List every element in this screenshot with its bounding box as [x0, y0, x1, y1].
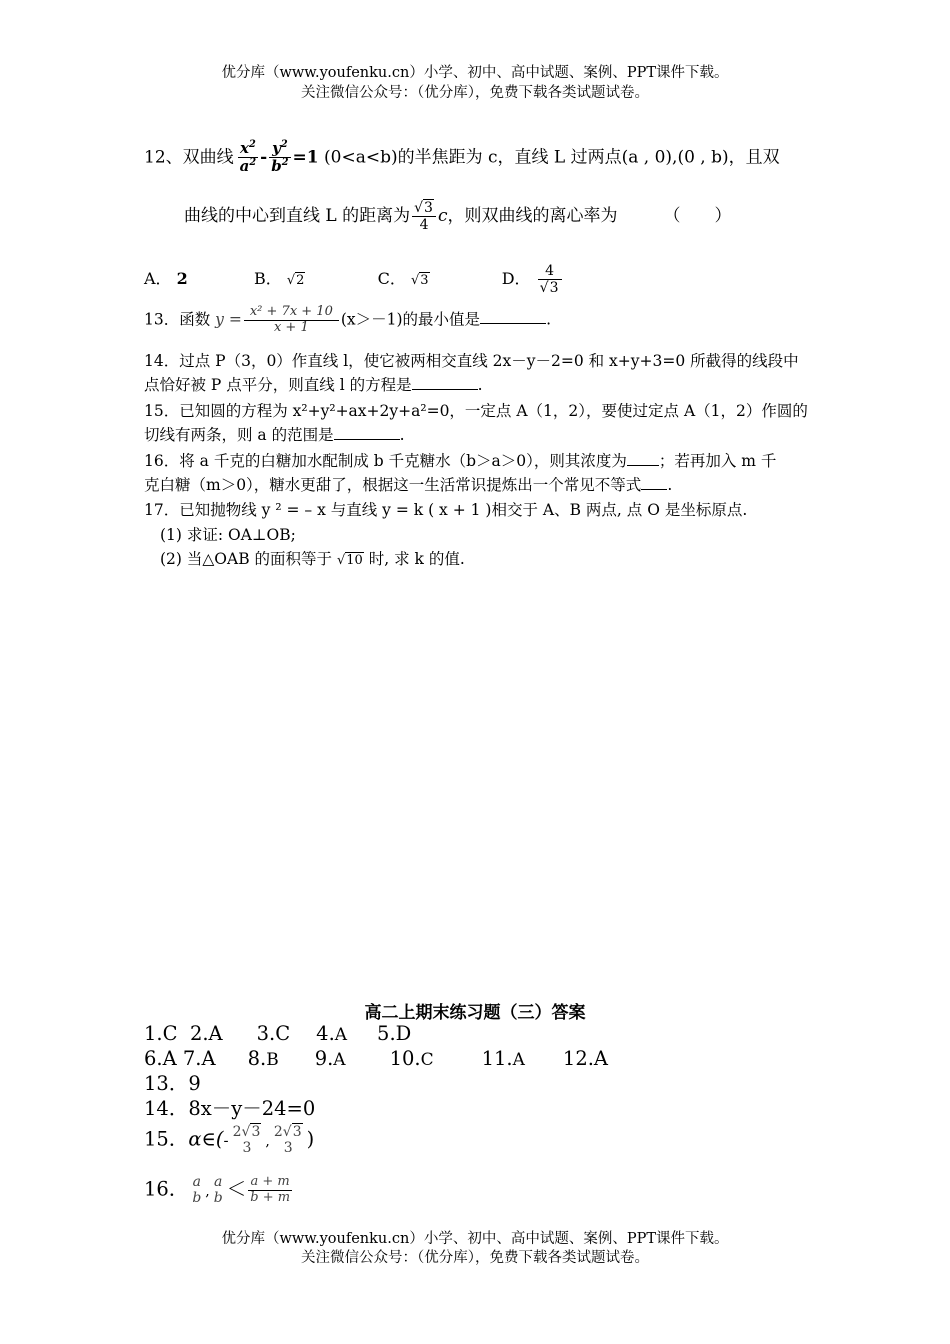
question-15-line-2: 切线有两条，则 a 的范围是 .: [144, 426, 405, 444]
answer-13: 13．9: [144, 1072, 201, 1095]
answer-15: 15．α∈(- 2√3 3 , 2√3 3 ): [144, 1124, 315, 1157]
question-14-line-1: 14．过点 P（3，0）作直线 l，使它被两相交直线 2x－y－2=0 和 x+y+3=0 所截得的线段中: [144, 352, 799, 370]
question-17-part-2: (2) 当△OAB 的面积等于 √10 时, 求 k 的值.: [160, 550, 465, 568]
header-line-2: 关注微信公众号：（优分库），免费下载各类试题试卷。: [301, 85, 649, 101]
question-16-line-2: 克白糖（m＞0），糖水更甜了，根据这一生活常识提炼出一个常见不等式 .: [144, 476, 673, 494]
question-14-line-2: 点恰好被 P 点平分，则直线 l 的方程是 .: [144, 376, 483, 394]
footer-line-1: 优分库（www.youfenku.cn）小学、初中、高中试题、案例、PPT课件下载。: [221, 1231, 729, 1247]
option-d: D． $\frac{4}{√3}$: [502, 269, 564, 288]
answers-row-2: 6.A 7.A 8.B 9.A 10.C 11.A 12.A: [144, 1047, 608, 1070]
answer-16: 16． a b , a b ＜ $\frac{a + m}{b + m}$: [144, 1173, 291, 1207]
question-12-options: [144, 263, 564, 296]
question-12-line-2: 曲线的中心到直线 L 的距离为 $\frac{√3}{4}$ c，则双曲线的离心率为 （ ）: [184, 200, 732, 234]
answers-row-1: 1.C 2.A 3.C 4.A 5.D: [144, 1022, 412, 1045]
option-c: C． √3: [377, 269, 429, 289]
footer-line-2: 关注微信公众号：（优分库），免费下载各类试题试卷。: [301, 1250, 649, 1266]
option-a: A． 2: [144, 269, 188, 289]
question-12-line-1: 12、双曲线 $\frac{x^2}{a^2}$ - $\frac{y^2}{b^2}$ =1 (0<a<b)的半焦距为 c，直线 L 过两点(a , 0),(0 , b)，且双: [144, 139, 780, 176]
answers-title: 高二上期末练习题（三）答案: [364, 1003, 586, 1023]
header-line-1: 优分库（www.youfenku.cn）小学、初中、高中试题、案例、PPT课件下载。: [221, 65, 729, 81]
question-16-line-1: 16．将 a 千克的白糖加水配制成 b 千克糖水（b＞a＞0），则其浓度为 ；若再加入 m 千: [144, 452, 777, 470]
question-15-line-1: 15．已知圆的方程为 x²+y²+ax+2y+a²=0，一定点 A（1，2），要使过定点 A（1，2）作圆的: [144, 402, 808, 420]
question-17-line-1: 17．已知抛物线 y ² = – x 与直线 y = k ( x + 1 )相交于 A、B 两点, 点 O 是坐标原点.: [144, 501, 748, 519]
question-13: 13．函数 y = $\frac{\text{x² + 7x + 10}}{x + 1}$ (x＞－1)的最小值是 .: [144, 304, 551, 335]
question-17-part-1: (1) 求证: OA⊥OB;: [160, 526, 296, 544]
answer-14: 14．8x－y－24=0: [144, 1097, 316, 1120]
option-b: B． √2: [253, 269, 305, 289]
